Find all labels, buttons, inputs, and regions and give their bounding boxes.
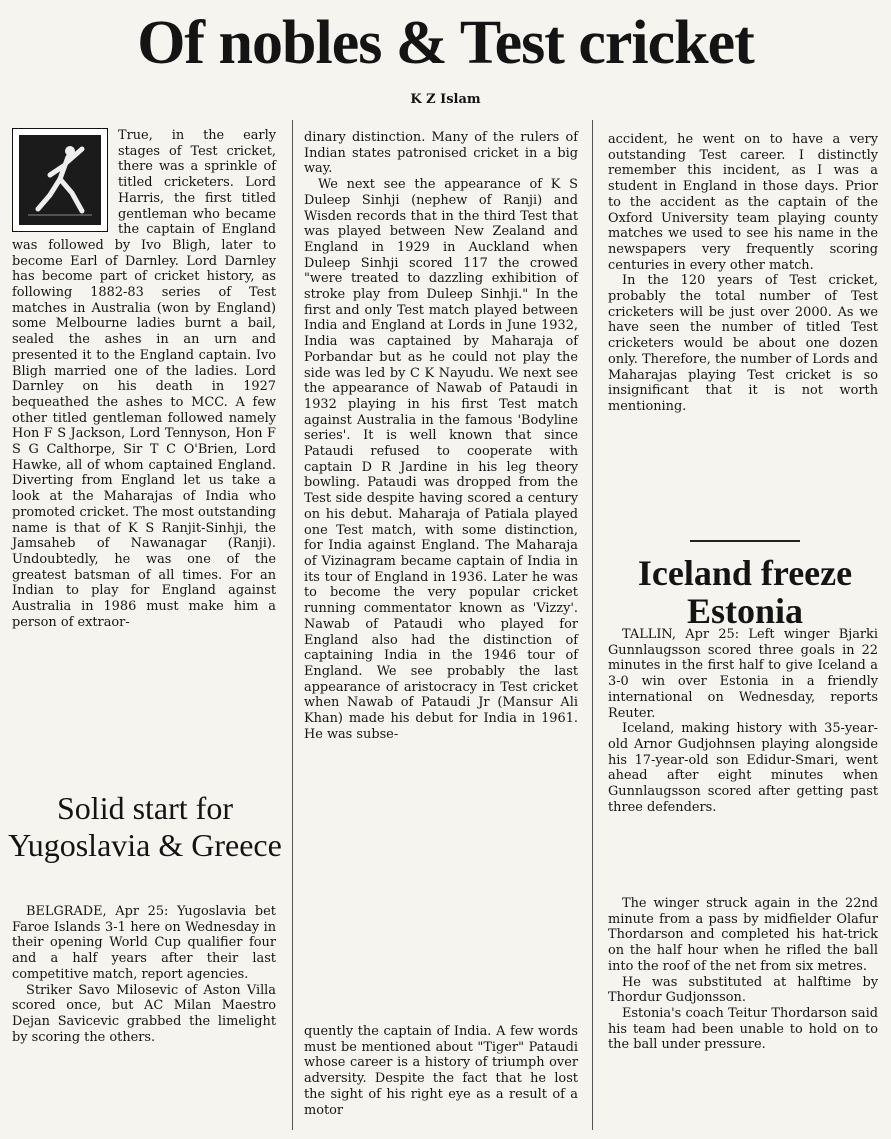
iceland-headline: Iceland freeze Estonia — [637, 553, 853, 631]
main-story-column-2-end — [304, 1024, 578, 1118]
iceland-paragraph: Iceland, making history with 35-year-old Arnor Gudjohnsen playing alongside his 17-year-old son Edidur-Smari, went ahead after eight minutes when Gunnlaugsson scored after getting past three defenders. — [608, 721, 878, 815]
main-story-column-2 — [304, 130, 578, 742]
main-story-paragraph: We next see the appearance of K S Duleep Sinhji (nephew of Ranji) and Wisden records that in the third Test that was played between New Zealand and England in 1929 in Auckland when Duleep Sinhji scored 117 the crowed "were treated to dazzling exhibition of stroke play from Duleep Sinhji." In the first and only Test match played between India and England at Lords in June 1932, India was captained by Maharaja of Porbandar but as he could not play the side was led by C K Nayudu. We next see the appearance of Nawab of Pataudi in 1932 playing in his first Test match against Australia in the famous 'Bodyline series'. It is well known that since Pataudi refused to cooperate with captain D R Jardine in his leg theory bowling. Pataudi was dropped from the Test side despite having scored a century on his debut. Maharaja of Patiala played one Test match, with some distinction, for India against England. The Maharaja of Vizinagram became captain of India in its tour of England in 1936. Later he was to become the very popular cricket running commentator known as 'Vizzy'. Nawab of Pataudi who played for England also had the distinction of captaining India in the 1946 tour of England. We see probably the last appearance of aristocracy in Test cricket when Nawab of Pataudi Jr (Mansur Ali Khan) made his debut for India in 1961. He was subse- — [304, 177, 578, 742]
iceland-paragraph: TALLIN, Apr 25: Left winger Bjarki Gunnlaugsson scored three goals in 22 minutes in the first half to give Iceland a 3-0 win over Estonia in a friendly international on Wednesday, reports Reuter. — [608, 627, 878, 721]
iceland-paragraph: The winger struck again in the 22nd minute from a pass by midfielder Olafur Thordarson and completed his hat-trick on the half hour when he rifled the ball into the roof of the net from six metres. — [608, 896, 878, 974]
byline: K Z Islam — [410, 92, 481, 107]
iceland-paragraph: Estonia's coach Teitur Thordarson said his team had been unable to hold on to the ball under pressure. — [608, 1005, 878, 1053]
main-story-paragraph: quently the captain of India. A few words must be mentioned about "Tiger" Pataudi whose career is a history of triumph over adversity. Despite the fact that he lost the sight of his right eye as a result of a motor — [304, 1024, 578, 1118]
main-story-column-3 — [608, 132, 878, 415]
iceland-story — [608, 627, 878, 815]
yugoslavia-paragraph: BELGRADE, Apr 25: Yugoslavia bet Faroe Islands 3-1 here on Wednesday in their opening World Cup qualifier four and a half years after their last competitive match, report agencies. — [12, 904, 276, 982]
iceland-paragraph: He was substituted at halftime by Thordur Gudjonsson. — [608, 974, 878, 1006]
main-story-paragraph: accident, he went on to have a very outstanding Test career. I distinctly remember this incident, as I was a student in England in those days. Prior to the accident as the captain of the Oxford University team playing county matches we used to see his name in the newspapers very frequently scoring centuries in every other match. — [608, 132, 878, 273]
column-rule — [292, 120, 293, 1130]
yugoslavia-headline: Solid start for Yugoslavia & Greece — [8, 790, 282, 863]
yugoslavia-story — [12, 904, 276, 1045]
main-story-paragraph: In the 120 years of Test cricket, probably the total number of Test cricketers will be just over 2000. As we have seen the number of titled Test cricketers would be about one dozen only. Therefore, the number of Lords and Maharajas playing Test cricket is so insignificant that it is not worth mentioning. — [608, 273, 878, 414]
main-story-column-1 — [12, 128, 276, 631]
column-rule — [592, 120, 593, 1130]
main-story-paragraph: dinary distinction. Many of the rulers of Indian states patronised cricket in a big way. — [304, 130, 578, 177]
yugoslavia-paragraph: Striker Savo Milosevic of Aston Villa scored once, but AC Milan Maestro Dejan Savicevic grabbed the limelight by scoring the others. — [12, 982, 276, 1045]
main-story-paragraph: True, in the early stages of Test cricket, there was a sprinkle of titled cricketers. Lord Harris, the first titled gentleman who became the captain of England was followed by Ivo Bligh, later to become Earl of Darnley. Lord Darnley has become part of cricket history, as following 1882-83 series of Test matches in Australia (won by England) some Melbourne ladies burnt a bail, sealed the ashes in an urn and presented it to the England captain. Ivo Bligh married one of the ladies. Lord Darnley on his death in 1927 bequeathed the ashes to MCC. A few other titled gentleman followed namely Hon F S Jackson, Lord Tennyson, Hon F S G Calthorpe, Sir T C O'Brien, Lord Hawke, all of whom captained England. Diverting from England let us take a look at the Maharajas of India who promoted cricket. The most outstanding name is that of K S Ranjit-Sinhji, the Jamsaheb of Nawanagar (Ranji). Undoubtedly, he was one of the greatest batsman of all times. For an Indian to play for England against Australia in 1986 must make him a person of extraor- — [12, 128, 276, 630]
cricket-bowler-icon — [19, 135, 101, 225]
story-divider — [690, 540, 800, 542]
page-headline: Of nobles & Test cricket — [137, 9, 754, 77]
iceland-story-continued — [608, 896, 878, 1053]
photo — [12, 128, 108, 232]
